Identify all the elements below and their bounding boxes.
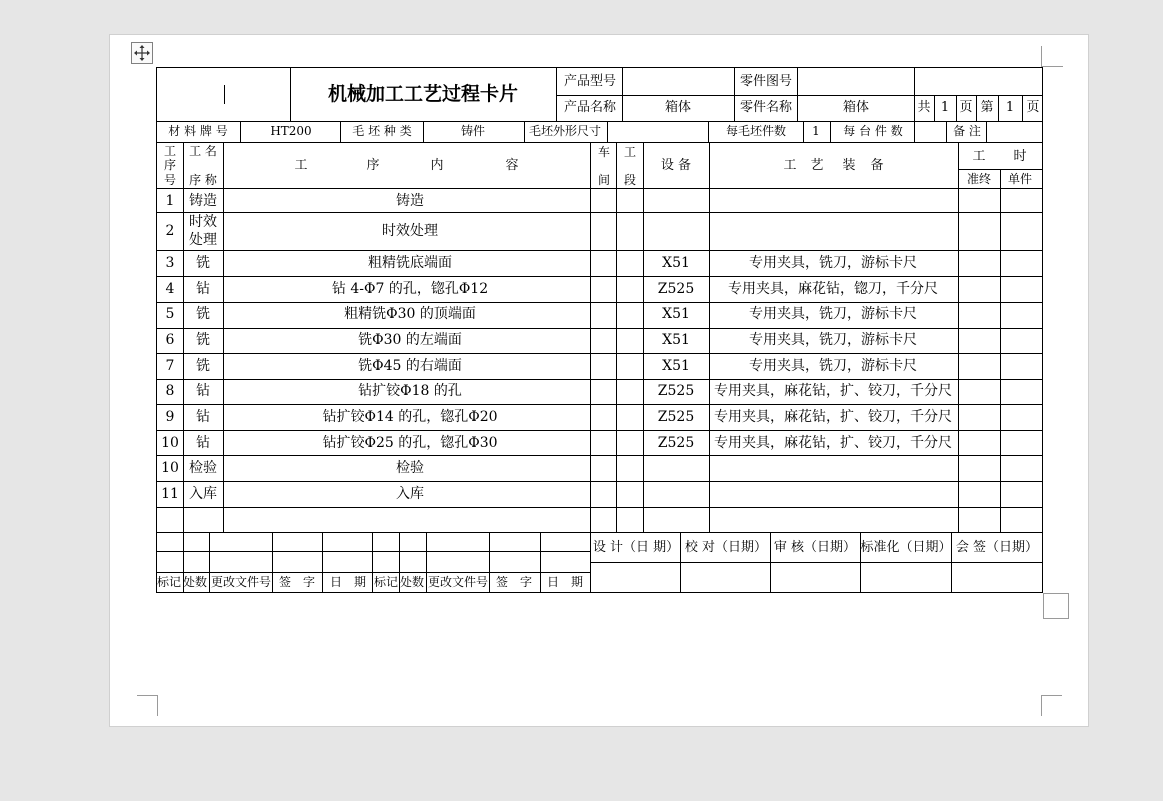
op-4-no: 4 [165,281,175,297]
part-drawing-no-label: 零件图号 [739,74,793,89]
rev-date-2: 日 期 [546,575,584,589]
op-10-name: 钻 [196,435,210,451]
op-2-content: 时效处理 [382,223,438,239]
grid-line-v [240,121,241,142]
col-tooling-char-1: 工 [783,158,797,173]
op-8-no: 8 [165,383,175,399]
grid-line-v [272,532,273,592]
grid-line-v [540,532,541,592]
col-workshop-bottom: 间 [597,173,611,187]
op-1-content: 铸造 [396,193,424,209]
col-tooling-char-4: 备 [870,158,884,173]
blank-type-label: 毛 坯 种 类 [352,124,412,138]
op-12-content: 入库 [396,486,424,502]
crop-mark-bottom-right [1041,695,1062,716]
card-title: 机械加工工艺过程卡片 [327,83,519,105]
op-2-name-line-1: 时效 [189,214,217,230]
op-8-name: 钻 [196,383,210,399]
op-1-no: 1 [165,193,175,209]
op-9-name: 钻 [196,409,210,425]
remarks-label: 备 注 [953,124,981,138]
op-1-name: 铸造 [189,193,217,209]
col-seq-char-3: 号 [163,173,177,187]
grid-line-h [157,551,590,552]
grid-line-v [986,121,987,142]
grid-line-v [183,142,184,532]
grid-line-v [1000,169,1001,532]
op-10-content: 钻扩铰Φ25 的孔，锪孔Φ30 [322,435,498,451]
material-grade-label: 材 料 牌 号 [168,124,228,138]
op-3-no: 3 [165,255,175,271]
col-time-char-2: 时 [1013,149,1027,164]
op-5-equipment: X51 [662,306,690,322]
col-content-char-3: 内 [430,158,444,173]
col-seq-char-2: 序 [163,158,177,172]
grid-line-h [157,455,1042,456]
grid-line-v [976,95,977,121]
grid-line-h [157,250,1042,251]
grid-line-v [643,142,644,532]
col-content-char-4: 容 [505,158,519,173]
op-2-no: 2 [165,223,175,239]
op-6-no: 6 [165,332,175,348]
op-11-name: 检验 [189,460,217,476]
op-5-content: 粗精铣Φ30 的顶端面 [344,306,476,322]
total-pages-unit: 页 [959,100,973,115]
op-4-content: 钻 4-Φ7 的孔，锪孔Φ12 [331,281,489,297]
col-section-top: 工 [623,145,637,159]
grid-line-v [223,142,224,532]
op-9-content: 钻扩铰Φ14 的孔，锪孔Φ20 [322,409,498,425]
pieces-per-blank-label: 每毛坯件数 [725,124,787,138]
col-name-bottom: 序 称 [189,173,217,187]
grid-line-h [157,328,1042,329]
op-6-tooling: 专用夹具，铣刀，游标卡尺 [749,332,917,348]
op-7-name: 铣 [196,358,210,374]
rev-date-1: 日 期 [329,575,367,589]
grid-line-v [340,121,341,142]
sign-design: 设 计（日 期） [592,540,680,555]
grid-line-v [290,68,291,121]
grid-line-h [157,532,1042,533]
rev-mark-2: 标记 [373,575,399,589]
rev-signature-2: 签 字 [495,575,533,589]
rev-count-2: 处数 [399,575,425,589]
op-12-name: 入库 [189,486,217,502]
grid-line-v [958,142,959,532]
page-no-label: 第 [980,100,994,115]
page-no-unit: 页 [1026,100,1040,115]
op-5-tooling: 专用夹具，铣刀，游标卡尺 [749,306,917,322]
grid-line-v [489,532,490,592]
grid-line-h [157,404,1042,405]
grid-line-v [708,121,709,142]
op-7-content: 铣Φ45 的右端面 [358,358,462,374]
sign-countersign: 会 签（日期） [955,540,1039,555]
grid-line-h [157,121,1042,122]
op-5-name: 铣 [196,306,210,322]
op-5-no: 5 [165,306,175,322]
product-name-value[interactable]: 箱体 [664,100,692,115]
op-2-name-line-2: 处理 [189,232,217,248]
op-11-content: 检验 [396,460,424,476]
grid-line-h [157,353,1042,354]
op-4-equipment: Z525 [657,281,695,297]
col-tooling-char-3: 装 [842,158,856,173]
grid-line-v [1022,95,1023,121]
pieces-per-blank-value[interactable]: 1 [812,124,820,138]
op-9-tooling: 专用夹具，麻花钻，扩、铰刀，千分尺 [714,409,952,425]
col-workshop-top: 车 [597,145,611,159]
rev-file-no-1: 更改文件号 [210,575,272,589]
grid-line-h [556,95,1042,96]
col-time-unit: 单件 [1007,172,1033,186]
col-name-top: 工 名 [189,144,217,158]
sign-standardization: 标准化（日期） [860,540,952,555]
op-7-tooling: 专用夹具，铣刀，游标卡尺 [749,358,917,374]
op-3-tooling: 专用夹具，铣刀，游标卡尺 [749,255,917,271]
blank-type-value[interactable]: 铸件 [460,124,486,138]
grid-line-v [426,532,427,592]
table-move-handle[interactable] [131,42,153,64]
rev-file-no-2: 更改文件号 [427,575,489,589]
crop-mark-top-right [1041,46,1063,67]
total-pages-value[interactable]: 1 [940,100,950,115]
op-7-no: 7 [165,358,175,374]
grid-line-v [616,142,617,532]
grid-line-h [157,379,1042,380]
grid-line-v [524,121,525,142]
grid-line-v [803,121,804,142]
rev-mark-1: 标记 [156,575,182,589]
grid-line-v [946,121,947,142]
op-3-name: 铣 [196,255,210,271]
col-content-char-2: 序 [366,158,380,173]
grid-line-h [157,481,1042,482]
grid-line-v [998,95,999,121]
grid-line-h [958,169,1042,170]
part-name-value[interactable]: 箱体 [842,100,870,115]
col-time-setup: 准终 [966,172,992,186]
op-3-content: 粗精铣底端面 [368,255,452,271]
grid-line-h [157,302,1042,303]
grid-line-h [157,276,1042,277]
col-content-char-1: 工 [294,158,308,173]
grid-line-h [157,142,1042,143]
grid-line-v [423,121,424,142]
blank-size-label: 毛坯外形尺寸 [528,124,602,138]
rev-count-1: 处数 [182,575,208,589]
op-6-content: 铣Φ30 的左端面 [358,332,462,348]
grid-line-v [322,532,323,592]
op-11-no: 10 [161,460,179,476]
grid-line-h [157,430,1042,431]
pieces-per-unit-label: 每 台 件 数 [843,124,903,138]
op-10-equipment: Z525 [657,435,695,451]
material-grade-value[interactable]: HT200 [270,124,312,138]
table-resize-handle[interactable] [1043,593,1069,619]
op-10-tooling: 专用夹具，麻花钻，扩、铰刀，千分尺 [714,435,952,451]
grid-line-h [157,212,1042,213]
op-6-equipment: X51 [662,332,690,348]
product-name-label: 产品名称 [563,100,617,115]
grid-line-v [590,142,591,532]
product-model-label: 产品型号 [563,74,617,89]
op-9-equipment: Z525 [657,409,695,425]
grid-line-h [157,188,1042,189]
rev-signature-1: 签 字 [278,575,316,589]
op-10-no: 10 [161,435,179,451]
op-3-equipment: X51 [662,255,690,271]
grid-line-v [709,142,710,532]
grid-line-v [607,121,608,142]
total-pages-label: 共 [917,100,931,115]
grid-line-v [209,532,210,592]
grid-line-h [590,562,1042,563]
op-4-name: 钻 [196,281,210,297]
text-cursor [224,85,225,104]
op-6-name: 铣 [196,332,210,348]
col-seq-char-1: 工 [163,144,177,158]
move-arrows-icon [134,45,150,61]
col-equipment: 设 备 [660,158,692,173]
op-8-content: 钻扩铰Φ18 的孔 [358,383,462,399]
grid-line-v [934,95,935,121]
grid-line-h [157,572,590,573]
grid-line-h [157,507,1042,508]
crop-mark-bottom-left [137,695,158,716]
part-name-label: 零件名称 [739,100,793,115]
grid-line-v [956,95,957,121]
grid-line-v [830,121,831,142]
grid-line-v [372,532,373,592]
col-time-char-1: 工 [972,149,986,164]
sign-check: 校 对（日期） [684,540,768,555]
grid-line-v [914,121,915,142]
page-no-value[interactable]: 1 [1005,100,1015,115]
op-7-equipment: X51 [662,358,690,374]
col-section-bottom: 段 [623,173,637,187]
op-9-no: 9 [165,409,175,425]
op-12-no: 11 [161,486,179,502]
op-4-tooling: 专用夹具，麻花钻，锪刀，千分尺 [728,281,938,297]
op-8-tooling: 专用夹具，麻花钻，扩、铰刀，千分尺 [714,383,952,399]
sign-review: 审 核（日期） [773,540,857,555]
col-tooling-char-2: 艺 [810,158,824,173]
op-8-equipment: Z525 [657,383,695,399]
